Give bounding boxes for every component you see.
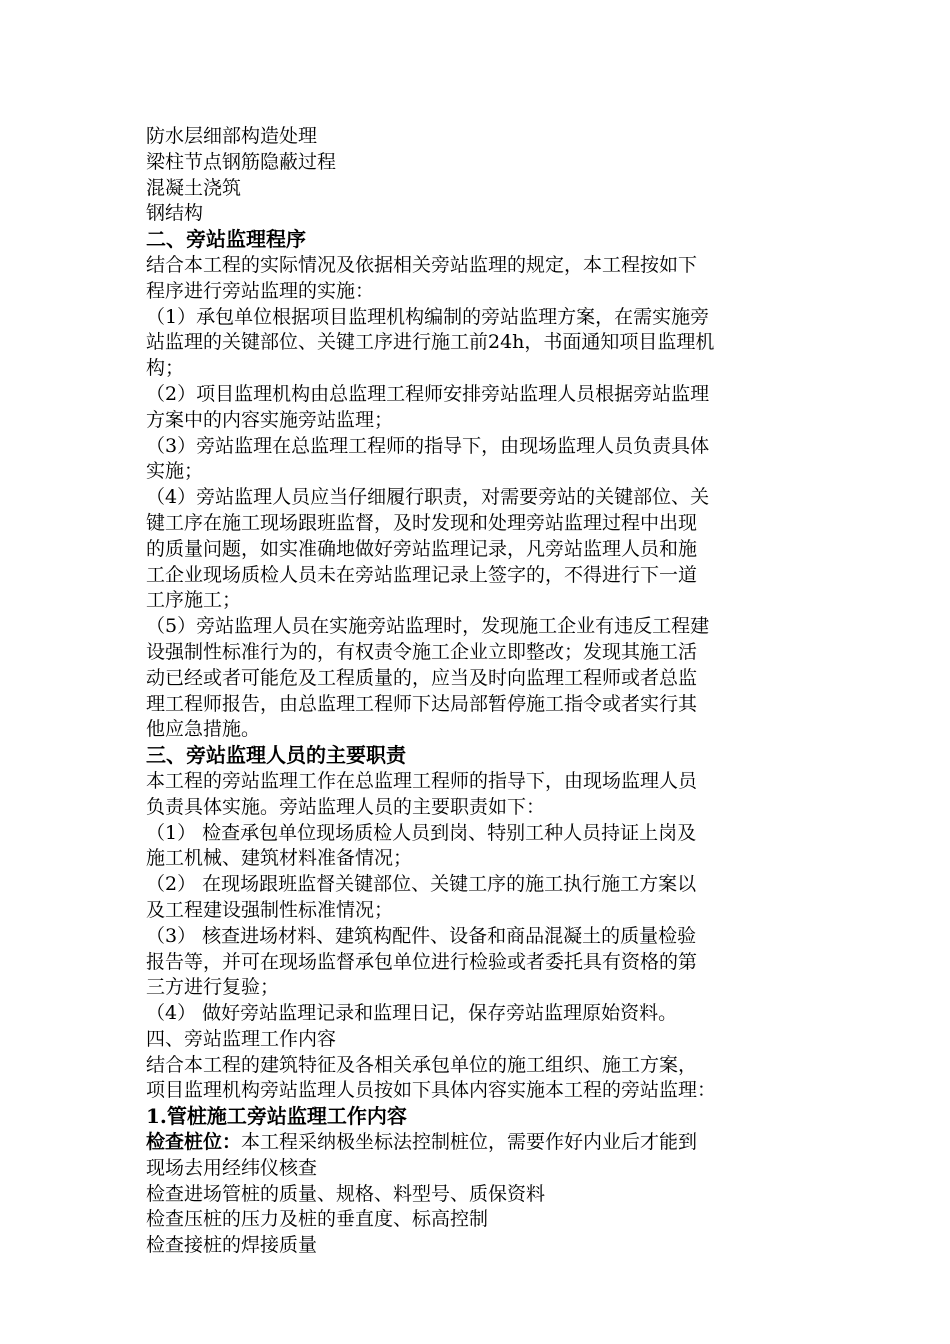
text-line [146, 614, 810, 640]
line-text: 理工程师报告，由总监理工程师下达局部暂停施工指令或者实行其 [146, 692, 698, 715]
line-text: 方案中的内容实施旁站监理； [146, 408, 394, 431]
line-text: 工企业现场质检人员未在旁站监理记录上签字的，不得进行下一道 [146, 563, 698, 586]
section-heading [146, 743, 810, 769]
text-line [146, 330, 810, 356]
text-line [146, 1156, 810, 1182]
text-line [146, 124, 810, 150]
text-line [146, 975, 810, 1001]
line-text: 钢结构 [146, 202, 204, 225]
text-line [146, 485, 810, 511]
line-text: 动已经或者可能危及工程质量的，应当及时向监理工程师或者总监 [146, 666, 698, 689]
line-text: （2）项目监理机构由总监理工程师安排旁站监理人员根据旁站监理 [146, 382, 710, 405]
line-text: （4） 做好旁站监理记录和监理日记，保存旁站监理原始资料。 [146, 1002, 678, 1025]
text-line [146, 434, 810, 460]
text-line [146, 253, 810, 279]
text-line [146, 1001, 810, 1027]
text-line [146, 1182, 810, 1208]
text-line [146, 769, 810, 795]
text-line [146, 846, 810, 872]
line-text: （2） 在现场跟班监督关键部位、关键工序的施工执行施工方案以 [146, 873, 697, 896]
text-line [146, 459, 810, 485]
text-line [146, 176, 810, 202]
text-line [146, 1207, 810, 1233]
line-text: 本工程采纳极坐标法控制桩位，需要作好内业后才能到 [241, 1131, 698, 1154]
line-text: 四、旁站监理工作内容 [146, 1027, 337, 1050]
text-line [146, 1130, 810, 1156]
text-line [146, 666, 810, 692]
text-line [146, 356, 810, 382]
line-text: 本工程的旁站监理工作在总监理工程师的指导下，由现场监理人员 [146, 769, 698, 792]
text-line [146, 537, 810, 563]
line-text: 键工序在施工现场跟班监督，及时发现和处理旁站监理过程中出现 [146, 511, 698, 534]
lead-label: 检查桩位： [146, 1131, 242, 1154]
text-line [146, 511, 810, 537]
line-text: 检查接桩的焊接质量 [146, 1234, 318, 1257]
section-heading [146, 1104, 810, 1130]
line-text: 现场去用经纬仪核查 [146, 1156, 318, 1179]
text-line [146, 1027, 810, 1053]
text-line [146, 1078, 810, 1104]
document-page [146, 124, 810, 1259]
line-text: 梁柱节点钢筋隐蔽过程 [146, 150, 337, 173]
text-line [146, 898, 810, 924]
line-text: （3） 核查进场材料、建筑构配件、设备和商品混凝土的质量检验 [146, 924, 697, 947]
line-text: （4）旁站监理人员应当仔细履行职责，对需要旁站的关键部位、关 [146, 486, 710, 509]
line-text: 构； [146, 357, 185, 380]
line-text: （3）旁站监理在总监理工程师的指导下，由现场监理人员负责具体 [146, 434, 710, 457]
line-text: 实施； [146, 460, 204, 483]
line-text: 负责具体实施。旁站监理人员的主要职责如下： [146, 795, 546, 818]
line-text: （1）承包单位根据项目监理机构编制的旁站监理方案，在需实施旁 [146, 305, 710, 328]
line-text: 的质量问题，如实准确地做好旁站监理记录，凡旁站监理人员和施 [146, 537, 698, 560]
text-line [146, 872, 810, 898]
text-line [146, 640, 810, 666]
line-text: 站监理的关键部位、关键工序进行施工前24h，书面通知项目监理机 [146, 331, 715, 354]
text-line [146, 924, 810, 950]
text-line [146, 692, 810, 718]
text-line [146, 588, 810, 614]
line-text: （1） 检查承包单位现场质检人员到岗、特别工种人员持证上岗及 [146, 821, 697, 844]
text-line [146, 382, 810, 408]
text-line [146, 821, 810, 847]
line-text: 二、旁站监理程序 [146, 227, 306, 252]
section-heading [146, 227, 810, 253]
line-text: 及工程建设强制性标准情况； [146, 898, 394, 921]
text-line [146, 408, 810, 434]
text-line [146, 563, 810, 589]
text-line [146, 201, 810, 227]
line-text: 混凝土浇筑 [146, 176, 242, 199]
line-text: 检查进场管桩的质量、规格、料型号、质保资料 [146, 1182, 546, 1205]
line-text: 检查压桩的压力及桩的垂直度、标高控制 [146, 1208, 489, 1231]
line-text: 工序施工； [146, 589, 242, 612]
line-text: 程序进行旁站监理的实施： [146, 279, 375, 302]
text-line [146, 1053, 810, 1079]
text-line [146, 795, 810, 821]
line-text: 1.管桩施工旁站监理工作内容 [146, 1104, 407, 1129]
text-line [146, 950, 810, 976]
line-text: 防水层细部构造处理 [146, 125, 318, 147]
line-text: 结合本工程的实际情况及依据相关旁站监理的规定，本工程按如下 [146, 253, 698, 276]
line-text: 结合本工程的建筑特征及各相关承包单位的施工组织、施工方案， [146, 1053, 698, 1076]
line-text: 三、旁站监理人员的主要职责 [146, 743, 406, 768]
text-line [146, 279, 810, 305]
line-text: 施工机械、建筑材料准备情况； [146, 847, 413, 870]
text-line [146, 150, 810, 176]
line-text: 项目监理机构旁站监理人员按如下具体内容实施本工程的旁站监理： [146, 1079, 717, 1102]
line-text: 设强制性标准行为的，有权责令施工企业立即整改；发现其施工活 [146, 640, 698, 663]
text-line [146, 1233, 810, 1259]
text-line [146, 305, 810, 331]
line-text: （5）旁站监理人员在实施旁站监理时，发现施工企业有违反工程建 [146, 615, 710, 638]
line-text: 三方进行复验； [146, 976, 280, 999]
text-line [146, 717, 810, 743]
line-text: 他应急措施。 [146, 718, 261, 741]
line-text: 报告等，并可在现场监督承包单位进行检验或者委托具有资格的第 [146, 950, 698, 973]
